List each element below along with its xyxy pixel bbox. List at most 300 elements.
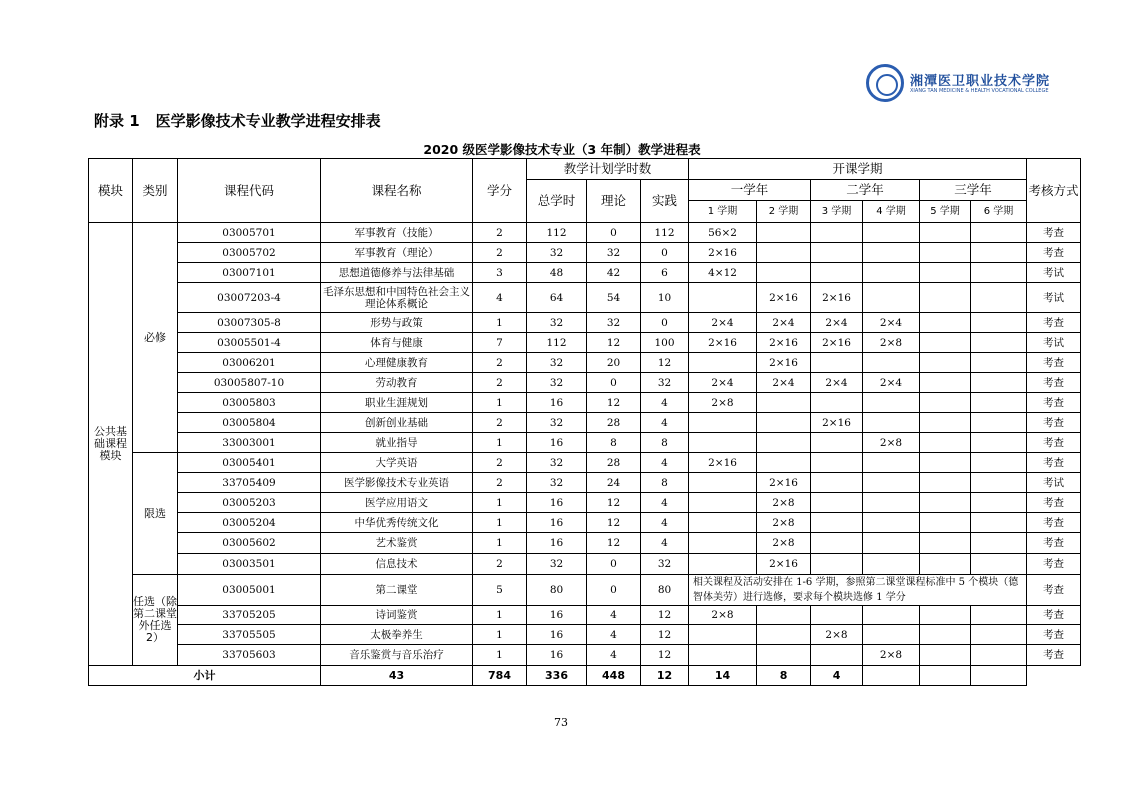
course-credit: 2 — [473, 353, 527, 373]
course-semester-4: 2×8 — [863, 333, 920, 353]
appendix-label: 附录 1 — [94, 112, 140, 130]
course-credit: 1 — [473, 513, 527, 533]
table-row — [89, 606, 1081, 625]
course-semester-5 — [920, 353, 971, 373]
course-total-hours: 16 — [527, 645, 587, 666]
course-semester-2 — [757, 606, 811, 625]
course-assessment: 考查 — [1027, 313, 1081, 333]
course-semester-4 — [863, 353, 920, 373]
course-semester-4 — [863, 413, 920, 433]
course-credit: 2 — [473, 413, 527, 433]
course-practice-hours: 10 — [641, 283, 689, 313]
course-theory-hours: 42 — [587, 263, 641, 283]
course-practice-hours: 12 — [641, 645, 689, 666]
course-semester-5 — [920, 533, 971, 554]
course-name: 职业生涯规划 — [321, 393, 473, 413]
course-semester-4 — [863, 606, 920, 625]
course-assessment: 考查 — [1027, 606, 1081, 625]
subtotal-label: 小计 — [89, 666, 321, 686]
course-assessment: 考查 — [1027, 353, 1081, 373]
course-practice-hours: 4 — [641, 513, 689, 533]
course-assessment: 考查 — [1027, 393, 1081, 413]
course-name: 体育与健康 — [321, 333, 473, 353]
module-public-foundation: 公共基础课程模块 — [89, 223, 133, 666]
course-total-hours: 32 — [527, 554, 587, 575]
course-practice-hours: 8 — [641, 433, 689, 453]
course-theory-hours: 8 — [587, 433, 641, 453]
course-credit: 5 — [473, 575, 527, 606]
course-semester-3 — [811, 533, 863, 554]
course-semester-2 — [757, 243, 811, 263]
course-theory-hours: 24 — [587, 473, 641, 493]
table-row — [89, 575, 1081, 606]
header-module: 模块 — [89, 159, 133, 223]
course-name: 信息技术 — [321, 554, 473, 575]
category-required: 必修 — [133, 223, 178, 453]
course-semester-note: 相关课程及活动安排在 1-6 学期，参照第二课堂课程标准中 5 个模块（德智体美劳）进行选修，要求每个模块选修 1 学分 — [689, 575, 1027, 606]
header-year-1: 一学年 — [689, 180, 811, 201]
course-name: 诗词鉴赏 — [321, 606, 473, 625]
course-semester-1 — [689, 513, 757, 533]
course-total-hours: 32 — [527, 353, 587, 373]
table-row — [89, 493, 1081, 513]
course-total-hours: 16 — [527, 533, 587, 554]
header-category: 类别 — [133, 159, 178, 223]
course-semester-3: 2×8 — [811, 625, 863, 645]
course-total-hours: 64 — [527, 283, 587, 313]
course-code: 03005204 — [178, 513, 321, 533]
course-semester-2: 2×16 — [757, 353, 811, 373]
course-theory-hours: 0 — [587, 554, 641, 575]
course-name: 医学应用语文 — [321, 493, 473, 513]
course-semester-4 — [863, 263, 920, 283]
course-practice-hours: 4 — [641, 393, 689, 413]
header-practice: 实践 — [641, 180, 689, 223]
course-code: 33705505 — [178, 625, 321, 645]
course-semester-6 — [971, 625, 1027, 645]
course-name: 就业指导 — [321, 433, 473, 453]
college-emblem-icon — [866, 64, 904, 102]
course-total-hours: 32 — [527, 243, 587, 263]
course-semester-4: 2×8 — [863, 645, 920, 666]
course-semester-1: 2×16 — [689, 453, 757, 473]
page-number: 73 — [554, 716, 568, 729]
course-semester-6 — [971, 493, 1027, 513]
header-semester-1: 1 学期 — [689, 201, 757, 223]
course-semester-4 — [863, 393, 920, 413]
course-theory-hours: 4 — [587, 606, 641, 625]
course-code: 03005804 — [178, 413, 321, 433]
course-semester-2: 2×8 — [757, 533, 811, 554]
course-total-hours: 16 — [527, 625, 587, 645]
subtotal-row — [89, 666, 1081, 686]
course-credit: 7 — [473, 333, 527, 353]
course-assessment: 考查 — [1027, 625, 1081, 645]
header-year-3: 三学年 — [920, 180, 1027, 201]
header-theory: 理论 — [587, 180, 641, 223]
course-semester-2 — [757, 645, 811, 666]
header-year-2: 二学年 — [811, 180, 920, 201]
course-credit: 2 — [473, 453, 527, 473]
course-semester-5 — [920, 223, 971, 243]
course-code: 03005501-4 — [178, 333, 321, 353]
course-semester-5 — [920, 606, 971, 625]
course-practice-hours: 100 — [641, 333, 689, 353]
course-practice-hours: 4 — [641, 493, 689, 513]
course-semester-2 — [757, 223, 811, 243]
course-practice-hours: 112 — [641, 223, 689, 243]
course-credit: 2 — [473, 554, 527, 575]
course-semester-4 — [863, 473, 920, 493]
course-practice-hours: 6 — [641, 263, 689, 283]
course-theory-hours: 32 — [587, 243, 641, 263]
course-semester-6 — [971, 433, 1027, 453]
course-semester-5 — [920, 645, 971, 666]
course-credit: 1 — [473, 645, 527, 666]
header-credit: 学分 — [473, 159, 527, 223]
course-name: 太极拳养生 — [321, 625, 473, 645]
course-credit: 2 — [473, 473, 527, 493]
table-row — [89, 393, 1081, 413]
course-semester-2: 2×16 — [757, 473, 811, 493]
course-credit: 4 — [473, 283, 527, 313]
subtotal-assessment — [971, 666, 1027, 686]
course-semester-1: 2×8 — [689, 393, 757, 413]
course-semester-1 — [689, 625, 757, 645]
course-semester-1 — [689, 473, 757, 493]
course-semester-4 — [863, 513, 920, 533]
course-semester-4 — [863, 533, 920, 554]
course-semester-3 — [811, 493, 863, 513]
header-assessment: 考核方式 — [1027, 159, 1081, 223]
course-total-hours: 80 — [527, 575, 587, 606]
course-semester-5 — [920, 413, 971, 433]
course-semester-5 — [920, 373, 971, 393]
table-row — [89, 513, 1081, 533]
course-assessment: 考查 — [1027, 433, 1081, 453]
course-credit: 1 — [473, 533, 527, 554]
course-semester-5 — [920, 243, 971, 263]
course-code: 33705603 — [178, 645, 321, 666]
course-semester-5 — [920, 493, 971, 513]
course-code: 03005701 — [178, 223, 321, 243]
course-total-hours: 16 — [527, 513, 587, 533]
course-credit: 1 — [473, 625, 527, 645]
subtotal-total: 784 — [473, 666, 527, 686]
table-row — [89, 283, 1081, 313]
course-semester-1: 2×8 — [689, 606, 757, 625]
course-credit: 1 — [473, 606, 527, 625]
course-semester-3 — [811, 223, 863, 243]
course-name: 大学英语 — [321, 453, 473, 473]
course-practice-hours: 0 — [641, 313, 689, 333]
course-assessment: 考查 — [1027, 243, 1081, 263]
course-practice-hours: 8 — [641, 473, 689, 493]
course-semester-1: 2×16 — [689, 333, 757, 353]
subtotal-theory: 336 — [527, 666, 587, 686]
course-semester-2: 2×8 — [757, 513, 811, 533]
course-practice-hours: 4 — [641, 453, 689, 473]
course-total-hours: 32 — [527, 373, 587, 393]
category-elective: 任选（除第二课堂外任选 2） — [133, 575, 178, 666]
course-semester-3 — [811, 393, 863, 413]
table-row — [89, 413, 1081, 433]
subtotal-semester-6 — [920, 666, 971, 686]
table-row — [89, 433, 1081, 453]
course-name: 艺术鉴赏 — [321, 533, 473, 554]
course-semester-4 — [863, 625, 920, 645]
course-credit: 1 — [473, 433, 527, 453]
course-semester-4 — [863, 243, 920, 263]
course-assessment: 考查 — [1027, 533, 1081, 554]
course-theory-hours: 0 — [587, 373, 641, 393]
course-name: 医学影像技术专业英语 — [321, 473, 473, 493]
course-semester-6 — [971, 353, 1027, 373]
course-credit: 3 — [473, 263, 527, 283]
course-semester-2 — [757, 625, 811, 645]
course-theory-hours: 54 — [587, 283, 641, 313]
course-code: 03006201 — [178, 353, 321, 373]
course-semester-1 — [689, 493, 757, 513]
course-practice-hours: 0 — [641, 243, 689, 263]
course-practice-hours: 32 — [641, 554, 689, 575]
table-row — [89, 554, 1081, 575]
course-semester-6 — [971, 606, 1027, 625]
course-semester-5 — [920, 433, 971, 453]
course-name: 心理健康教育 — [321, 353, 473, 373]
course-semester-3: 2×16 — [811, 333, 863, 353]
appendix-title: 医学影像技术专业教学进程安排表 — [155, 112, 381, 130]
course-semester-3 — [811, 554, 863, 575]
course-semester-6 — [971, 513, 1027, 533]
course-total-hours: 48 — [527, 263, 587, 283]
course-theory-hours: 12 — [587, 533, 641, 554]
course-semester-1 — [689, 533, 757, 554]
course-semester-6 — [971, 313, 1027, 333]
course-credit: 2 — [473, 373, 527, 393]
course-assessment: 考查 — [1027, 223, 1081, 243]
course-code: 33705409 — [178, 473, 321, 493]
course-assessment: 考查 — [1027, 645, 1081, 666]
subtotal-semester-2: 14 — [689, 666, 757, 686]
course-semester-2 — [757, 263, 811, 283]
course-semester-1 — [689, 645, 757, 666]
subtotal-semester-3: 8 — [757, 666, 811, 686]
course-semester-5 — [920, 513, 971, 533]
course-semester-2 — [757, 453, 811, 473]
college-name: 湘潭医卫职业技术学院 — [910, 74, 1051, 89]
table-row — [89, 263, 1081, 283]
table-row — [89, 223, 1081, 243]
course-total-hours: 16 — [527, 606, 587, 625]
course-semester-3 — [811, 473, 863, 493]
course-semester-6 — [971, 263, 1027, 283]
header-semester-2: 2 学期 — [757, 201, 811, 223]
course-semester-3: 2×16 — [811, 283, 863, 313]
course-semester-1 — [689, 353, 757, 373]
teaching-schedule-table — [88, 158, 1081, 686]
header-total-hours: 总学时 — [527, 180, 587, 223]
course-credit: 2 — [473, 223, 527, 243]
course-code: 03007203-4 — [178, 283, 321, 313]
course-semester-3 — [811, 453, 863, 473]
course-semester-1 — [689, 554, 757, 575]
course-semester-6 — [971, 223, 1027, 243]
course-total-hours: 32 — [527, 313, 587, 333]
course-name: 思想道德修养与法律基础 — [321, 263, 473, 283]
table-row — [89, 243, 1081, 263]
appendix-heading — [94, 110, 397, 131]
course-assessment: 考查 — [1027, 554, 1081, 575]
course-semester-3: 2×4 — [811, 373, 863, 393]
subtotal-practice: 448 — [587, 666, 641, 686]
course-semester-6 — [971, 393, 1027, 413]
header-semester-3: 3 学期 — [811, 201, 863, 223]
table-row — [89, 313, 1081, 333]
table-body — [89, 223, 1081, 686]
course-semester-2: 2×8 — [757, 493, 811, 513]
course-theory-hours: 0 — [587, 223, 641, 243]
course-semester-2: 2×16 — [757, 333, 811, 353]
course-practice-hours: 4 — [641, 533, 689, 554]
course-theory-hours: 12 — [587, 333, 641, 353]
course-semester-3 — [811, 263, 863, 283]
course-practice-hours: 4 — [641, 413, 689, 433]
subtotal-semester-1: 12 — [641, 666, 689, 686]
course-semester-6 — [971, 243, 1027, 263]
table-row — [89, 373, 1081, 393]
course-semester-1 — [689, 433, 757, 453]
course-semester-2 — [757, 393, 811, 413]
course-semester-2: 2×4 — [757, 313, 811, 333]
course-name: 劳动教育 — [321, 373, 473, 393]
table-row — [89, 645, 1081, 666]
course-credit: 1 — [473, 313, 527, 333]
course-semester-6 — [971, 554, 1027, 575]
course-name: 军事教育（技能） — [321, 223, 473, 243]
course-total-hours: 32 — [527, 413, 587, 433]
course-semester-1 — [689, 413, 757, 433]
course-credit: 2 — [473, 243, 527, 263]
course-theory-hours: 4 — [587, 645, 641, 666]
course-semester-4: 2×4 — [863, 313, 920, 333]
course-practice-hours: 80 — [641, 575, 689, 606]
course-semester-2 — [757, 413, 811, 433]
course-theory-hours: 28 — [587, 453, 641, 473]
course-theory-hours: 0 — [587, 575, 641, 606]
course-assessment: 考查 — [1027, 493, 1081, 513]
header-code: 课程代码 — [178, 159, 321, 223]
course-total-hours: 32 — [527, 453, 587, 473]
course-practice-hours: 32 — [641, 373, 689, 393]
course-semester-2: 2×16 — [757, 554, 811, 575]
course-semester-4 — [863, 493, 920, 513]
course-semester-2: 2×16 — [757, 283, 811, 313]
header-semester-5: 5 学期 — [920, 201, 971, 223]
course-semester-5 — [920, 625, 971, 645]
course-theory-hours: 20 — [587, 353, 641, 373]
course-theory-hours: 28 — [587, 413, 641, 433]
course-code: 03005702 — [178, 243, 321, 263]
course-semester-5 — [920, 263, 971, 283]
table-row — [89, 453, 1081, 473]
course-semester-1 — [689, 283, 757, 313]
course-code: 03007305-8 — [178, 313, 321, 333]
course-assessment: 考查 — [1027, 413, 1081, 433]
course-name: 形势与政策 — [321, 313, 473, 333]
course-total-hours: 112 — [527, 223, 587, 243]
course-name: 军事教育（理论） — [321, 243, 473, 263]
course-semester-5 — [920, 473, 971, 493]
course-semester-6 — [971, 473, 1027, 493]
course-name: 毛泽东思想和中国特色社会主义理论体系概论 — [321, 283, 473, 313]
course-semester-5 — [920, 393, 971, 413]
course-assessment: 考查 — [1027, 575, 1081, 606]
header-name: 课程名称 — [321, 159, 473, 223]
subtotal-semester-5 — [863, 666, 920, 686]
course-code: 33003001 — [178, 433, 321, 453]
course-semester-6 — [971, 533, 1027, 554]
course-semester-1: 2×4 — [689, 313, 757, 333]
course-semester-6 — [971, 645, 1027, 666]
course-total-hours: 16 — [527, 393, 587, 413]
course-semester-4 — [863, 223, 920, 243]
header-hours-group: 教学计划学时数 — [527, 159, 689, 180]
course-code: 33705205 — [178, 606, 321, 625]
course-practice-hours: 12 — [641, 625, 689, 645]
course-semester-3 — [811, 353, 863, 373]
course-semester-1: 4×12 — [689, 263, 757, 283]
course-semester-6 — [971, 413, 1027, 433]
course-practice-hours: 12 — [641, 606, 689, 625]
course-code: 03003501 — [178, 554, 321, 575]
course-practice-hours: 12 — [641, 353, 689, 373]
course-semester-6 — [971, 283, 1027, 313]
course-semester-3 — [811, 606, 863, 625]
course-assessment: 考试 — [1027, 263, 1081, 283]
course-credit: 1 — [473, 393, 527, 413]
course-assessment: 考试 — [1027, 333, 1081, 353]
course-assessment: 考试 — [1027, 473, 1081, 493]
header-semester-6: 6 学期 — [971, 201, 1027, 223]
table-row — [89, 533, 1081, 554]
course-semester-6 — [971, 453, 1027, 473]
subtotal-credit: 43 — [321, 666, 473, 686]
header-semester-group: 开课学期 — [689, 159, 1027, 180]
course-theory-hours: 12 — [587, 393, 641, 413]
course-semester-3 — [811, 433, 863, 453]
course-semester-5 — [920, 453, 971, 473]
course-semester-5 — [920, 333, 971, 353]
course-code: 03005803 — [178, 393, 321, 413]
course-semester-3 — [811, 243, 863, 263]
course-theory-hours: 32 — [587, 313, 641, 333]
course-total-hours: 112 — [527, 333, 587, 353]
course-assessment: 考查 — [1027, 513, 1081, 533]
subtotal-semester-4: 4 — [811, 666, 863, 686]
course-name: 音乐鉴赏与音乐治疗 — [321, 645, 473, 666]
course-semester-1: 56×2 — [689, 223, 757, 243]
course-semester-1: 2×16 — [689, 243, 757, 263]
course-theory-hours: 4 — [587, 625, 641, 645]
table-row — [89, 625, 1081, 645]
course-code: 03005401 — [178, 453, 321, 473]
table-row — [89, 353, 1081, 373]
course-total-hours: 16 — [527, 433, 587, 453]
course-semester-1: 2×4 — [689, 373, 757, 393]
course-semester-3: 2×4 — [811, 313, 863, 333]
course-code: 03005203 — [178, 493, 321, 513]
